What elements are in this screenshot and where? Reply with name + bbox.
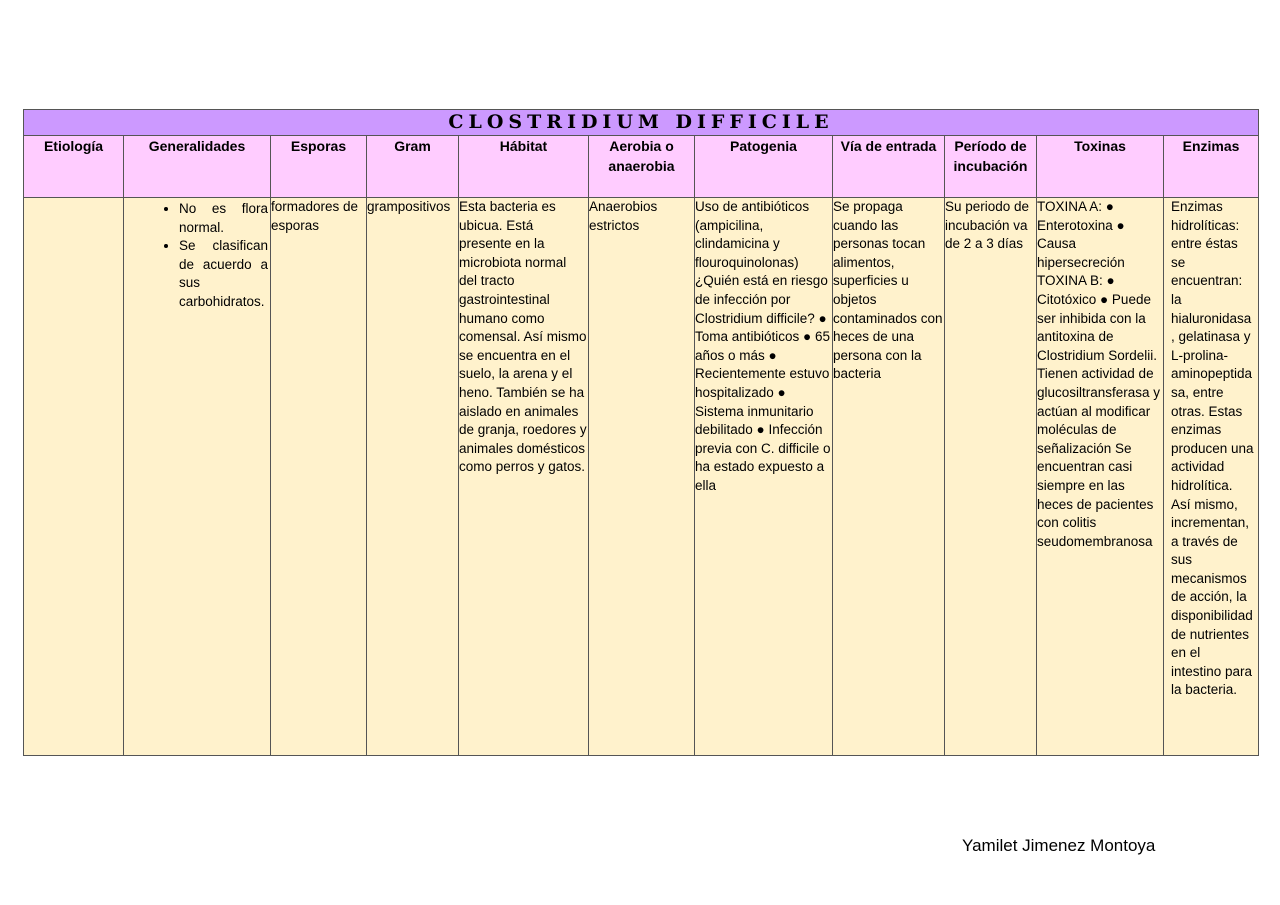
cell-enzimas: Enzimas hidrolíticas: entre éstas se encuentran: la hialuronidasa, gelatinasa y L-prolina-aminopeptidasa, entre otras. Estas enzimas producen una actividad hidrolítica. Así mismo, incrementan, a través de sus mecanismos de acción, la disponibilidad de nutrientes en el intestino para la bacteria.	[1164, 198, 1259, 756]
table-title: CLOSTRIDIUM DIFFICILE	[24, 110, 1259, 136]
header-enzimas: Enzimas	[1164, 136, 1259, 198]
table-row	[24, 198, 1259, 756]
cell-habitat: Esta bacteria es ubicua. Está presente en la microbiota normal del tracto gastrointestinal humano como comensal. Así mismo se encuentra en el suelo, la arena y el heno. También se ha aislado en animales de granja, roedores y animales domésticos como perros y gatos.	[459, 198, 589, 756]
header-etiologia: Etiología	[24, 136, 124, 198]
cell-toxinas: TOXINA A: ● Enterotoxina ● Causa hipersecreción TOXINA B: ● Citotóxico ● Puede ser inhibida con la antitoxina de Clostridium Sordelii. Tienen actividad de glucosiltransferasa y actúan al modificar moléculas de señalización Se encuentran casi siempre en las heces de pacientes con colitis seudomembranosa	[1037, 198, 1164, 756]
header-habitat: Hábitat	[459, 136, 589, 198]
list-item: • Se clasifican de acuerdo a sus carbohidratos.	[179, 237, 268, 311]
cell-aerobia: Anaerobios estrictos	[589, 198, 695, 756]
clostridium-table	[23, 109, 1259, 756]
header-gram: Gram	[367, 136, 459, 198]
header-esporas: Esporas	[271, 136, 367, 198]
list-item: • No es flora normal.	[179, 200, 268, 237]
cell-via: Se propaga cuando las personas tocan alimentos, superficies u objetos contaminados con heces de una persona con la bacteria	[833, 198, 945, 756]
header-generalidades: Generalidades	[124, 136, 271, 198]
header-toxinas: Toxinas	[1037, 136, 1164, 198]
generalidades-list	[124, 200, 270, 312]
cell-periodo: Su periodo de incubación va de 2 a 3 días	[945, 198, 1037, 756]
cell-generalidades	[124, 198, 271, 756]
header-periodo: Período de incubación	[945, 136, 1037, 198]
author-name: Yamilet Jimenez Montoya	[962, 836, 1156, 855]
cell-etiologia	[24, 198, 124, 756]
header-patogenia: Patogenia	[695, 136, 833, 198]
header-row	[24, 136, 1259, 198]
cell-patogenia: Uso de antibióticos (ampicilina, clindamicina y flouroquinolonas) ¿Quién está en riesgo de infección por Clostridium difficile? ● Toma antibióticos ● 65 años o más ● Recientemente estuvo hospitalizado ● Sistema inmunitario debilitado ● Infección previa con C. difficile o ha estado expuesto a ella	[695, 198, 833, 756]
cell-gram: grampositivos	[367, 198, 459, 756]
header-via: Vía de entrada	[833, 136, 945, 198]
header-aerobia: Aerobia o anaerobia	[589, 136, 695, 198]
title-row	[24, 110, 1259, 136]
cell-esporas: formadores de esporas	[271, 198, 367, 756]
